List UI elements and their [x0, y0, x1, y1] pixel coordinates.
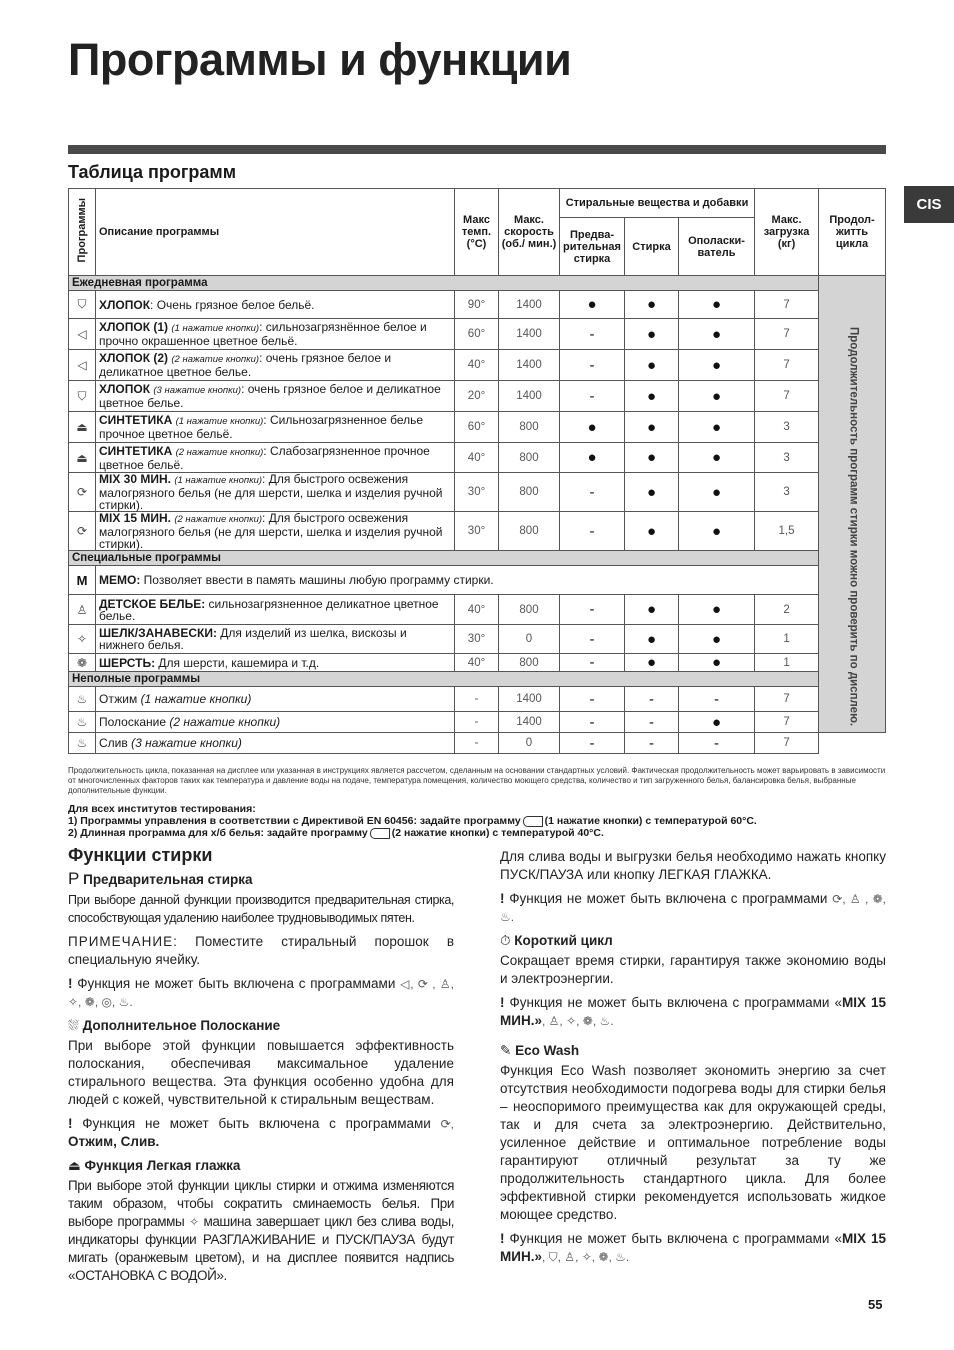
program-icon: ♨: [69, 712, 96, 733]
program-description: [96, 625, 455, 654]
program-row: [69, 595, 886, 625]
wash-mark: -: [625, 712, 679, 733]
rinse-mark: ●: [679, 443, 755, 473]
program-description: [96, 412, 455, 443]
duration-note: Продолжительность программ стирки можно проверить по дисплею.: [847, 326, 860, 727]
program-row: [69, 712, 886, 733]
max-load: 1,5: [755, 512, 819, 551]
program-row: [69, 412, 886, 443]
short-cycle-warning: ! Функция не может быть включена с программами «MIX 15 МИН.», ♙, ✧, ❁, ♨.: [500, 995, 886, 1028]
program-press-hint: (1 нажатие кнопки): [175, 416, 264, 427]
wash-mark: ●: [625, 595, 679, 625]
program-row: [69, 443, 886, 473]
program-description: [96, 443, 455, 473]
program-description: [96, 473, 455, 512]
max-speed: 1400: [499, 319, 560, 350]
eco-wash-warning-icons: , ⛉, ♙, ✧, ❁, ♨.: [541, 1250, 630, 1264]
program-icon: ⟳: [69, 512, 96, 551]
program-text: : Слабозагрязненное прочное цветное бельё.: [99, 443, 430, 472]
section-title: Таблица программ: [68, 162, 237, 182]
max-temp: 40°: [455, 654, 499, 672]
program-icon: ⏏: [69, 412, 96, 443]
max-temp: 30°: [455, 473, 499, 512]
header-wash: Стирка: [625, 218, 679, 276]
group-row-partial: [69, 672, 886, 687]
group-label: Специальные программы: [69, 551, 819, 566]
extra-rinse-icon: ⛆: [68, 1018, 79, 1033]
page-title: Программы и функции: [68, 34, 572, 85]
program-description: [96, 512, 455, 551]
program-text: : очень грязное белое и деликатное цветное белье.: [99, 351, 392, 379]
program-name: ШЕРСТЬ:: [99, 655, 156, 670]
program-row: [69, 381, 886, 412]
max-temp: -: [455, 712, 499, 733]
functions-right-column: [500, 848, 886, 1272]
header-max-load: Макс. загрузка (кг): [755, 189, 819, 276]
max-speed: 0: [499, 625, 560, 654]
program-text: : сильнозагрязнённое белое и прочно окрашенное цветное бельё.: [99, 320, 427, 348]
eco-wash-icon: ✎: [500, 1043, 512, 1058]
max-speed: 800: [499, 595, 560, 625]
program-name: ХЛОПОК (2): [99, 351, 169, 365]
prewash-mark: -: [560, 319, 625, 350]
extra-rinse-warning: ! Функция не может быть включена с программами ⟳, Отжим, Слив.: [68, 1116, 454, 1149]
footnote: Продолжительность цикла, показанная на дисплее или указанная в инструкциях является рассчетом, сделанным на основании стандартных условий. Фактическая продолжительность может варьировать в зависимости от многочисленных факторов таких как температура и давление воды на подаче, температура помещения, количество моющего средства, количество и тип загруженного белья, балансировка белья, выбранные дополнительные функции.: [68, 766, 886, 795]
program-name: МЕМО:: [99, 573, 141, 587]
easy-iron-warning: ! Функция не может быть включена с программами ⟳, ♙ , ❁, ♨.: [500, 891, 886, 924]
header-max-speed: Макс. скорость (об./ мин.): [499, 189, 560, 276]
program-description: [96, 291, 455, 319]
max-temp: 40°: [455, 443, 499, 473]
eco-wash-heading: ✎ Eco Wash: [500, 1043, 580, 1058]
group-row-daily: [69, 276, 886, 291]
max-temp: -: [455, 733, 499, 754]
header-programs: Программы: [69, 189, 96, 276]
header-prewash: Предва-рительная стирка: [560, 218, 625, 276]
rinse-mark: ●: [679, 319, 755, 350]
prewash-mark: -: [560, 625, 625, 654]
header-duration: Продол-житть цикла: [819, 189, 886, 276]
extra-rinse-text: При выборе этой функции повышается эффективность полоскания, обеспечивая максимальное удаление стирального вещества. Эта функция особенно удобна для людей с кожей, чувствительной к стиральным веществам.: [68, 1038, 454, 1107]
wash-mark: ●: [625, 654, 679, 672]
program-description: [96, 654, 455, 672]
program-text: сильнозагрязненное деликатное цветное белье.: [99, 596, 439, 623]
extra-rinse-heading: ⛆ Дополнительное Полоскание: [68, 1018, 281, 1033]
program-description: [96, 595, 455, 625]
wash-mark: ●: [625, 381, 679, 412]
prewash-mark: -: [560, 473, 625, 512]
rinse-mark: ●: [679, 654, 755, 672]
easy-iron-drain-text: Для слива воды и выгрузки белья необходимо нажать кнопку ПУСК/ПАУЗА или кнопку ЛЕГКАЯ ГЛАЖКА.: [500, 849, 886, 882]
program-row: [69, 512, 886, 551]
title-rule: [68, 145, 886, 154]
max-temp: 40°: [455, 595, 499, 625]
prewash-icon: P: [68, 869, 80, 888]
testing-line-2: 2) Длинная программа для х/б белья: задайте программу (2 нажатие кнопки) с температурой 40°С.: [68, 827, 604, 839]
program-description: [96, 350, 455, 381]
program-press-hint: (1 нажатие кнопки): [171, 323, 260, 334]
max-load: 7: [755, 291, 819, 319]
prewash-mark: ●: [560, 291, 625, 319]
wash-mark: -: [625, 687, 679, 712]
prewash-mark: ●: [560, 443, 625, 473]
max-speed: 800: [499, 512, 560, 551]
program-description: [96, 319, 455, 350]
program-text: : очень грязное белое и деликатное цветное белье.: [99, 382, 441, 410]
max-temp: -: [455, 687, 499, 712]
rinse-mark: ●: [679, 412, 755, 443]
program-press-hint: (1 нажатие кнопки): [140, 692, 252, 706]
extra-rinse-warning-icons: ⟳,: [440, 1117, 454, 1131]
max-speed: 0: [499, 733, 560, 754]
program-press-hint: (3 нажатие кнопки): [153, 385, 242, 396]
program-icon: ◁: [69, 319, 96, 350]
short-cycle-icon: ⏱: [500, 933, 511, 948]
program-name: СИНТЕТИКА: [99, 413, 173, 427]
prewash-mark: -: [560, 595, 625, 625]
program-icon: ⏏: [69, 443, 96, 473]
rinse-mark: ●: [679, 595, 755, 625]
testing-notes: [68, 803, 886, 839]
rinse-mark: ●: [679, 625, 755, 654]
header-description: Описание программы: [96, 189, 455, 276]
program-description: [96, 733, 455, 754]
program-row: [69, 733, 886, 754]
program-icon: ♙: [69, 595, 96, 625]
program-row: [69, 291, 886, 319]
short-cycle-heading: ⏱ Короткий цикл: [500, 933, 613, 948]
prewash-mark: ●: [560, 412, 625, 443]
program-press-hint: (2 нажатие кнопки): [175, 446, 264, 458]
max-temp: 30°: [455, 512, 499, 551]
max-speed: 800: [499, 654, 560, 672]
program-row: [69, 625, 886, 654]
prewash-mark: -: [560, 654, 625, 672]
program-row: [69, 319, 886, 350]
program-text: : Очень грязное белое бельё.: [150, 297, 315, 312]
program-name: ХЛОПОК: [99, 297, 151, 312]
max-speed: 1400: [499, 381, 560, 412]
prewash-mark: -: [560, 733, 625, 754]
program-name: MIX 30 МИН.: [99, 472, 171, 486]
max-load: 3: [755, 473, 819, 512]
program-icon: ♨: [69, 687, 96, 712]
program-name: MIX 15 МИН.: [99, 511, 171, 525]
program-press-hint: (3 нажатие кнопки): [131, 736, 242, 750]
easy-iron-icon: ⏏: [68, 1158, 81, 1173]
prewash-mark: -: [560, 512, 625, 551]
rinse-mark: ●: [679, 712, 755, 733]
program-row: [69, 687, 886, 712]
rinse-mark: -: [679, 733, 755, 754]
easy-iron-text: При выборе этой функции циклы стирки и отжима изменяются таким образом, чтобы сократить сминаемость белья. При выборе программы ✧ машина завершает цикл без слива воды, индикаторы функции РАЗГЛАЖИВАНИЕ и ПУСК/ПАУЗА будут мигать (оранжевым цветом), и на дисплее появится надпись «ОСТАНОВКА С ВОДОЙ».: [68, 1178, 455, 1283]
short-cycle-text: Сокращает время стирки, гарантируя также экономию воды и электроэнергии.: [500, 953, 886, 986]
group-label: Ежедневная программа: [69, 276, 819, 291]
max-load: 1: [755, 625, 819, 654]
wash-mark: -: [625, 733, 679, 754]
max-speed: 1400: [499, 350, 560, 381]
program-name: СИНТЕТИКА: [99, 443, 173, 458]
program-name: Полоскание: [99, 715, 167, 729]
wash-mark: ●: [625, 512, 679, 551]
prewash-heading: P Предварительная стирка: [68, 869, 253, 888]
max-speed: 800: [499, 443, 560, 473]
program-text: Для изделий из шелка, вискозы и нижнего белья.: [99, 626, 407, 652]
memo-icon: M: [69, 566, 96, 595]
eco-wash-text: Функция Eco Wash позволяет экономить энергию за счет отсутствия необходимости подогрева воды для стирки белья – неоспоримого преимущества как для окружающей среды, так и для счета за электроэнергию. Действительно, усиленное действие и оптимальное потребление воды гарантируют отличный результат за ту же продолжительность стандартного цикла. Для более эффективной стирки рекомендуется использовать жидкое моющее средство.: [500, 1063, 886, 1222]
program-row-memo: [69, 566, 886, 595]
program-icon: ♨: [69, 733, 96, 754]
wash-mark: ●: [625, 350, 679, 381]
program-row: [69, 473, 886, 512]
cotton-program-icon: [523, 816, 543, 827]
program-text: : Сильнозагрязненное белье прочное цветное бельё.: [99, 413, 424, 441]
max-load: 3: [755, 443, 819, 473]
wash-mark: ●: [625, 412, 679, 443]
short-cycle-warning-icons: , ♙, ✧, ❁, ♨.: [541, 1014, 614, 1028]
program-text: Для шерсти, кашемира и т.д.: [155, 655, 320, 670]
max-load: 7: [755, 319, 819, 350]
program-press-hint: (2 нажатие кнопки): [171, 354, 260, 365]
prewash-text: При выборе данной функции производится предварительная стирка, способствующая удалению наиболее трудновыводимых пятен.: [68, 893, 454, 925]
program-press-hint: (2 нажатие кнопки): [169, 715, 281, 729]
max-speed: 1400: [499, 291, 560, 319]
rinse-mark: ●: [679, 473, 755, 512]
max-speed: 1400: [499, 687, 560, 712]
testing-title: Для всех институтов тестирования:: [68, 803, 256, 815]
wash-mark: ●: [625, 291, 679, 319]
eco-wash-warning: ! Функция не может быть включена с программами «MIX 15 МИН.», ⛉, ♙, ✧, ❁, ♨.: [500, 1231, 886, 1264]
max-load: 7: [755, 381, 819, 412]
max-load: 7: [755, 712, 819, 733]
program-press-hint: (1 нажатие кнопки): [174, 475, 263, 486]
max-speed: 1400: [499, 712, 560, 733]
prewash-mark: -: [560, 381, 625, 412]
wash-mark: ●: [625, 625, 679, 654]
program-icon: ✧: [69, 625, 96, 654]
max-temp: 90°: [455, 291, 499, 319]
max-load: 7: [755, 687, 819, 712]
program-name: ХЛОПОК: [99, 382, 151, 396]
program-description: [96, 566, 819, 595]
program-icon: ◁: [69, 350, 96, 381]
program-description: [96, 712, 455, 733]
program-name: ШЕЛК/ЗАНАВЕСКИ:: [99, 626, 217, 640]
max-temp: 30°: [455, 625, 499, 654]
language-tab: CIS: [904, 186, 954, 223]
header-max-temp: Макс темп. (°C): [455, 189, 499, 276]
max-temp: 60°: [455, 319, 499, 350]
program-icon: ⛉: [69, 381, 96, 412]
wash-mark: ●: [625, 443, 679, 473]
programs-table: [68, 188, 886, 754]
testing-line-1: 1) Программы управления в соответствии с Директивой EN 60456: задайте программу (1 нажатие кнопки) с температурой 60°С.: [68, 815, 757, 827]
prewash-mark: -: [560, 712, 625, 733]
duration-note-cell: [819, 276, 886, 733]
prewash-mark: -: [560, 350, 625, 381]
page-number: 55: [868, 1297, 883, 1312]
functions-left-column: [68, 846, 454, 1291]
max-speed: 800: [499, 412, 560, 443]
program-icon: ❁: [69, 654, 96, 672]
program-text: Позволяет ввести в память машины любую программу стирки.: [140, 573, 494, 587]
functions-title: Функции стирки: [68, 845, 213, 865]
silk-program-icon: ✧: [189, 1215, 199, 1229]
prewash-warning-icons: ◁, ⟳ , ♙, ✧, ❁, ◎, ♨.: [68, 977, 454, 1009]
max-temp: 60°: [455, 412, 499, 443]
max-load: 7: [755, 350, 819, 381]
program-press-hint: (2 нажатие кнопки): [174, 514, 263, 525]
easy-iron-warning-icons: ⟳, ♙ , ❁, ♨.: [500, 892, 886, 924]
max-load: 7: [755, 733, 819, 754]
program-row: [69, 654, 886, 672]
program-name: Отжим: [99, 692, 138, 706]
header-rinse: Ополаски-ватель: [679, 218, 755, 276]
easy-iron-heading: ⏏ Функция Легкая глажка: [68, 1158, 241, 1173]
prewash-mark: -: [560, 687, 625, 712]
rinse-mark: ●: [679, 350, 755, 381]
program-description: [96, 381, 455, 412]
group-row-special: [69, 551, 886, 566]
max-load: 3: [755, 412, 819, 443]
rinse-mark: -: [679, 687, 755, 712]
rinse-mark: ●: [679, 291, 755, 319]
program-text: : Для быстрого освежения малогрязного белья (не для шерсти, шелка и изделия ручной стирки).: [99, 472, 443, 512]
program-icon: ⟳: [69, 473, 96, 512]
program-icon: ⛉: [69, 291, 96, 319]
cotton-program-icon: [370, 828, 390, 839]
max-temp: 20°: [455, 381, 499, 412]
program-name: ХЛОПОК (1): [99, 320, 169, 334]
group-label: Неполные программы: [69, 672, 819, 687]
rinse-mark: ●: [679, 381, 755, 412]
max-speed: 800: [499, 473, 560, 512]
program-name: Слив: [99, 736, 128, 750]
header-detergents: Стиральные вещества и добавки: [560, 189, 755, 218]
prewash-warning: ! Функция не может быть включена с программами ◁, ⟳ , ♙, ✧, ❁, ◎, ♨.: [68, 976, 454, 1009]
rinse-mark: ●: [679, 512, 755, 551]
wash-mark: ●: [625, 319, 679, 350]
program-row: [69, 350, 886, 381]
program-text: : Для быстрого освежения малогрязного белья (не для шерсти, шелка и изделия ручной стирки).: [99, 511, 443, 551]
max-temp: 40°: [455, 350, 499, 381]
program-description: [96, 687, 455, 712]
max-load: 1: [755, 654, 819, 672]
prewash-note: ПРИМЕЧАНИЕ: Поместите стиральный порошок в специальную ячейку.: [68, 934, 454, 967]
wash-mark: ●: [625, 473, 679, 512]
program-name: ДЕТСКОЕ БЕЛЬЕ:: [99, 596, 206, 611]
max-load: 2: [755, 595, 819, 625]
